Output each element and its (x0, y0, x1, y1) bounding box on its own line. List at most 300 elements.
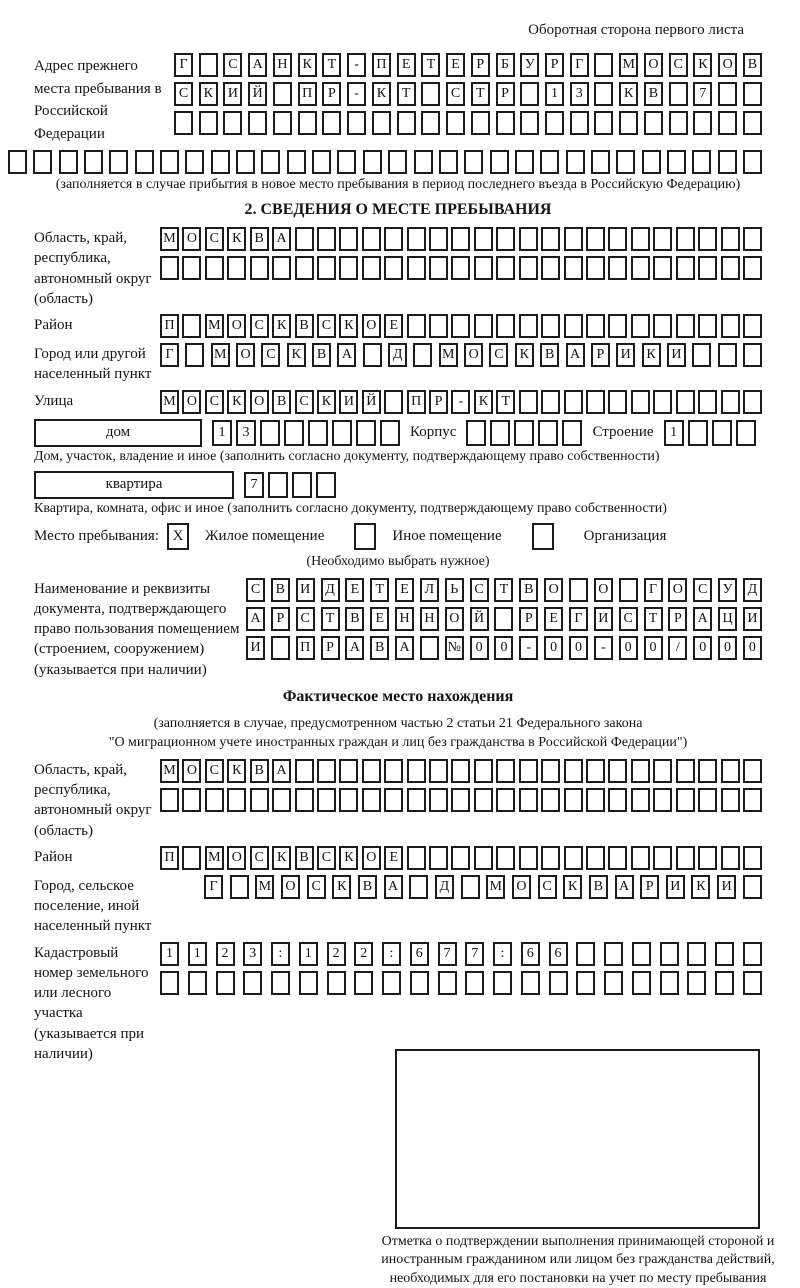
char-cell (337, 150, 356, 174)
char-cell: М (255, 875, 274, 899)
char-cell (272, 788, 291, 812)
char-cell (216, 971, 235, 995)
char-cell (407, 788, 426, 812)
char-cell: П (160, 846, 179, 870)
prev-address-section (34, 53, 762, 145)
char-cell: Р (591, 343, 610, 367)
char-cell (182, 788, 201, 812)
char-cell (199, 53, 218, 77)
char-cell (496, 846, 515, 870)
ulitsa-cells (160, 390, 762, 414)
char-cell (743, 343, 762, 367)
char-cell (564, 314, 583, 338)
char-cell: С (250, 314, 269, 338)
char-cell: С (470, 578, 489, 602)
char-cell: 3 (236, 420, 256, 446)
char-cell: С (261, 343, 280, 367)
inoe-label: Иное помещение (392, 527, 502, 544)
char-cell (608, 256, 627, 280)
char-cell: Т (496, 390, 515, 414)
char-cell: Е (397, 53, 416, 77)
char-cell (199, 111, 218, 135)
char-cell (272, 256, 291, 280)
dom-row (34, 419, 762, 447)
char-cell (608, 759, 627, 783)
char-cell (721, 314, 740, 338)
char-cell: В (589, 875, 608, 899)
char-cell: О (182, 759, 201, 783)
char-cell (322, 111, 341, 135)
char-cell (135, 150, 154, 174)
char-cell (564, 390, 583, 414)
page-side-note: Оборотная сторона первого листа (528, 22, 744, 38)
char-cell: С (296, 607, 315, 631)
char-cell (438, 971, 457, 995)
prev-address-row-1 (174, 53, 762, 77)
char-cell: : (493, 942, 512, 966)
char-cell: У (520, 53, 539, 77)
char-cell (515, 150, 534, 174)
char-cell: К (199, 82, 218, 106)
char-cell (519, 846, 538, 870)
char-cell (429, 227, 448, 251)
char-cell: К (317, 390, 336, 414)
char-cell (604, 971, 623, 995)
char-cell: А (345, 636, 364, 660)
char-cell (576, 942, 595, 966)
char-cell (339, 256, 358, 280)
char-cell: О (668, 578, 687, 602)
char-cell (182, 256, 201, 280)
char-cell (564, 227, 583, 251)
char-cell (474, 846, 493, 870)
char-cell (363, 150, 382, 174)
char-cell: О (464, 343, 483, 367)
char-cell: К (298, 53, 317, 77)
prev-address-label: Адрес прежнего места пребывания в Российской Федерации (34, 58, 162, 142)
char-cell (317, 759, 336, 783)
char-cell (248, 111, 267, 135)
char-cell: В (271, 578, 290, 602)
char-cell: С (223, 53, 242, 77)
char-cell: И (339, 390, 358, 414)
char-cell (718, 111, 737, 135)
char-cell (586, 256, 605, 280)
char-cell (308, 420, 328, 446)
char-cell: А (337, 343, 356, 367)
char-cell: О (512, 875, 531, 899)
fact-title: Фактическое место нахождения (282, 687, 514, 705)
char-cell: О (644, 53, 663, 77)
char-cell: М (619, 53, 638, 77)
char-cell: Е (345, 578, 364, 602)
char-cell (698, 314, 717, 338)
char-cell (743, 875, 762, 899)
char-cell: П (372, 53, 391, 77)
char-cell: 1 (188, 942, 207, 966)
char-cell (653, 759, 672, 783)
char-cell (721, 788, 740, 812)
char-cell: К (339, 314, 358, 338)
char-cell (182, 314, 201, 338)
dom-caption: Дом, участок, владение и иное (заполнить согласно документу, подтверждающему право собственности) (34, 448, 660, 464)
char-cell (496, 227, 515, 251)
char-cell (236, 150, 255, 174)
char-cell (743, 759, 762, 783)
char-cell: Р (322, 82, 341, 106)
char-cell (519, 390, 538, 414)
char-cell (451, 759, 470, 783)
char-cell (317, 227, 336, 251)
char-cell (451, 256, 470, 280)
char-cell (721, 390, 740, 414)
char-cell (496, 788, 515, 812)
kadastr-row (34, 942, 762, 1065)
char-cell (261, 150, 280, 174)
organizatsiya-label: Организация (583, 527, 667, 544)
char-cell: О (182, 390, 201, 414)
char-cell: В (250, 759, 269, 783)
char-cell (363, 343, 382, 367)
char-cell: А (246, 607, 265, 631)
char-cell: А (248, 53, 267, 77)
char-cell (594, 53, 613, 77)
char-cell (429, 846, 448, 870)
char-cell (743, 82, 762, 106)
char-cell (109, 150, 128, 174)
char-cell: Г (160, 343, 179, 367)
char-cell (339, 227, 358, 251)
char-cell (429, 759, 448, 783)
fact-gorod-row (34, 875, 762, 937)
char-cell (721, 846, 740, 870)
char-cell: Е (384, 314, 403, 338)
char-cell (608, 314, 627, 338)
char-cell (298, 111, 317, 135)
raion-label: Район (34, 317, 73, 333)
char-cell (718, 343, 737, 367)
char-cell: К (287, 343, 306, 367)
char-cell (586, 846, 605, 870)
char-cell: - (519, 636, 538, 660)
char-cell (185, 343, 204, 367)
char-cell (223, 111, 242, 135)
char-cell (608, 227, 627, 251)
char-cell: 1 (545, 82, 564, 106)
char-cell: 6 (521, 942, 540, 966)
char-cell (604, 942, 623, 966)
char-cell: Н (273, 53, 292, 77)
char-cell (718, 82, 737, 106)
char-cell (540, 150, 559, 174)
char-cell (384, 256, 403, 280)
fact-raion-row (34, 846, 762, 870)
gorod-label: Город или другой населенный пункт (34, 346, 152, 383)
char-cell (317, 256, 336, 280)
char-cell (362, 256, 381, 280)
char-cell: В (540, 343, 559, 367)
stroenie-cells (664, 420, 756, 446)
char-cell: М (211, 343, 230, 367)
char-cell (407, 846, 426, 870)
char-cell (273, 82, 292, 106)
char-cell (519, 788, 538, 812)
char-cell (743, 150, 762, 174)
char-cell (347, 111, 366, 135)
char-cell (676, 314, 695, 338)
char-cell: № (445, 636, 464, 660)
char-cell: В (295, 846, 314, 870)
char-cell (410, 971, 429, 995)
char-cell: В (345, 607, 364, 631)
char-cell (292, 472, 312, 498)
char-cell (743, 942, 762, 966)
char-cell (362, 227, 381, 251)
char-cell (496, 111, 515, 135)
char-cell: 0 (569, 636, 588, 660)
char-cell: 7 (244, 472, 264, 498)
char-cell: В (295, 314, 314, 338)
char-cell (295, 788, 314, 812)
char-cell: Й (248, 82, 267, 106)
char-cell (676, 788, 695, 812)
kvartira-caption: Квартира, комната, офис и иное (заполнить согласно документу, подтверждающему право собственности) (34, 500, 667, 516)
char-cell: С (205, 759, 224, 783)
char-cell (541, 227, 560, 251)
char-cell (356, 420, 376, 446)
char-cell (271, 971, 290, 995)
char-cell: : (382, 942, 401, 966)
char-cell: О (182, 227, 201, 251)
char-cell (493, 971, 512, 995)
char-cell: - (347, 53, 366, 77)
residence-type-label: Место пребывания: (34, 527, 159, 544)
char-cell (594, 111, 613, 135)
fact-raion-cells (160, 846, 762, 870)
gorod-cells (160, 343, 762, 367)
residence-type-row (34, 523, 762, 550)
char-cell (339, 788, 358, 812)
char-cell: Е (395, 578, 414, 602)
char-cell (230, 875, 249, 899)
char-cell: Р (496, 82, 515, 106)
char-cell: С (246, 578, 265, 602)
char-cell: О (362, 314, 381, 338)
document-cells-1 (246, 578, 762, 602)
char-cell (692, 343, 711, 367)
char-cell (413, 343, 432, 367)
char-cell: А (615, 875, 634, 899)
char-cell (464, 150, 483, 174)
char-cell: Й (362, 390, 381, 414)
fact-oblast-cells-1 (160, 759, 762, 783)
char-cell (312, 150, 331, 174)
char-cell (569, 578, 588, 602)
char-cell (586, 314, 605, 338)
char-cell: О (227, 314, 246, 338)
char-cell: С (317, 314, 336, 338)
char-cell: И (246, 636, 265, 660)
char-cell: К (332, 875, 351, 899)
char-cell (676, 256, 695, 280)
oblast-cells-1 (160, 227, 762, 251)
char-cell (631, 390, 650, 414)
kadastr-label: Кадастровый номер земельного или лесного участка (указывается при наличии) (34, 944, 149, 1062)
raion-row (34, 314, 762, 338)
char-cell (273, 111, 292, 135)
char-cell (490, 420, 510, 446)
char-cell (188, 971, 207, 995)
char-cell (687, 942, 706, 966)
char-cell: И (223, 82, 242, 106)
char-cell: 0 (544, 636, 563, 660)
char-cell (676, 390, 695, 414)
char-cell: С (619, 607, 638, 631)
korpus-label: Корпус (410, 424, 457, 440)
char-cell: 0 (494, 636, 513, 660)
char-cell: М (486, 875, 505, 899)
char-cell (520, 82, 539, 106)
char-cell: Т (322, 53, 341, 77)
char-cell (271, 636, 290, 660)
char-cell: - (451, 390, 470, 414)
char-cell: У (718, 578, 737, 602)
ulitsa-row (34, 390, 762, 414)
char-cell (362, 759, 381, 783)
char-cell: О (594, 578, 613, 602)
char-cell (182, 846, 201, 870)
char-cell: 7 (693, 82, 712, 106)
char-cell: В (312, 343, 331, 367)
char-cell: Р (429, 390, 448, 414)
char-cell (562, 420, 582, 446)
char-cell (541, 788, 560, 812)
char-cell: С (489, 343, 508, 367)
char-cell: 2 (354, 942, 373, 966)
oblast-label: Область, край, республика, автономный округ (область) (34, 230, 152, 307)
char-cell: Т (644, 607, 663, 631)
char-cell: К (227, 227, 246, 251)
char-cell (384, 227, 403, 251)
prev-address-caption: (заполняется в случае прибытия в новое место пребывания в период последнего въезда в Российскую Федерацию) (55, 177, 741, 192)
char-cell: А (272, 227, 291, 251)
char-cell (676, 846, 695, 870)
inoe-checkbox (354, 523, 376, 550)
char-cell (250, 788, 269, 812)
char-cell: Р (471, 53, 490, 77)
char-cell (461, 875, 480, 899)
char-cell (474, 788, 493, 812)
char-cell: О (718, 53, 737, 77)
char-cell (721, 227, 740, 251)
char-cell (407, 759, 426, 783)
fact-raion-label: Район (34, 848, 73, 865)
char-cell (465, 971, 484, 995)
char-cell: П (160, 314, 179, 338)
char-cell: М (160, 390, 179, 414)
char-cell: Д (388, 343, 407, 367)
char-cell: С (205, 390, 224, 414)
char-cell: М (205, 846, 224, 870)
char-cell (295, 759, 314, 783)
char-cell (414, 150, 433, 174)
char-cell (644, 111, 663, 135)
char-cell (521, 971, 540, 995)
char-cell: С (250, 846, 269, 870)
char-cell (564, 846, 583, 870)
char-cell (8, 150, 27, 174)
kadastr-cells-2 (160, 971, 762, 995)
char-cell (619, 578, 638, 602)
char-cell: М (205, 314, 224, 338)
char-cell (474, 256, 493, 280)
char-cell: В (370, 636, 389, 660)
char-cell: В (358, 875, 377, 899)
char-cell: К (563, 875, 582, 899)
char-cell (471, 111, 490, 135)
confirmation-stamp-caption: Отметка о подтверждении выполнения принимающей стороной и иностранным гражданином или лицом без гражданства действий, необходимых для его постановки на учет по месту пребывания (381, 1234, 775, 1286)
section2-title: 2. СВЕДЕНИЯ О МЕСТЕ ПРЕБЫВАНИЯ (244, 201, 552, 218)
char-cell (564, 759, 583, 783)
char-cell (160, 971, 179, 995)
char-cell: И (743, 607, 762, 631)
char-cell: О (236, 343, 255, 367)
char-cell (698, 256, 717, 280)
char-cell (474, 314, 493, 338)
char-cell: Г (569, 607, 588, 631)
char-cell (698, 227, 717, 251)
char-cell: 1 (160, 942, 179, 966)
char-cell (676, 759, 695, 783)
char-cell (570, 111, 589, 135)
char-cell (490, 150, 509, 174)
char-cell: Г (204, 875, 223, 899)
char-cell (631, 759, 650, 783)
char-cell: 7 (465, 942, 484, 966)
char-cell: И (296, 578, 315, 602)
char-cell: 7 (438, 942, 457, 966)
char-cell: П (296, 636, 315, 660)
char-cell (721, 256, 740, 280)
char-cell: 6 (410, 942, 429, 966)
char-cell (566, 150, 585, 174)
char-cell (388, 150, 407, 174)
char-cell (698, 390, 717, 414)
char-cell: К (693, 53, 712, 77)
char-cell (653, 846, 672, 870)
char-cell (519, 759, 538, 783)
char-cell: 0 (718, 636, 737, 660)
char-cell (160, 256, 179, 280)
char-cell (736, 420, 756, 446)
char-cell (327, 971, 346, 995)
char-cell (496, 256, 515, 280)
char-cell (586, 390, 605, 414)
char-cell: А (693, 607, 712, 631)
char-cell (692, 150, 711, 174)
char-cell: К (372, 82, 391, 106)
char-cell (84, 150, 103, 174)
char-cell (693, 111, 712, 135)
char-cell (59, 150, 78, 174)
char-cell: В (250, 227, 269, 251)
prev-address-rows (174, 53, 762, 145)
char-cell (409, 875, 428, 899)
char-cell (718, 150, 737, 174)
char-cell (541, 256, 560, 280)
char-cell (384, 788, 403, 812)
char-cell: М (439, 343, 458, 367)
